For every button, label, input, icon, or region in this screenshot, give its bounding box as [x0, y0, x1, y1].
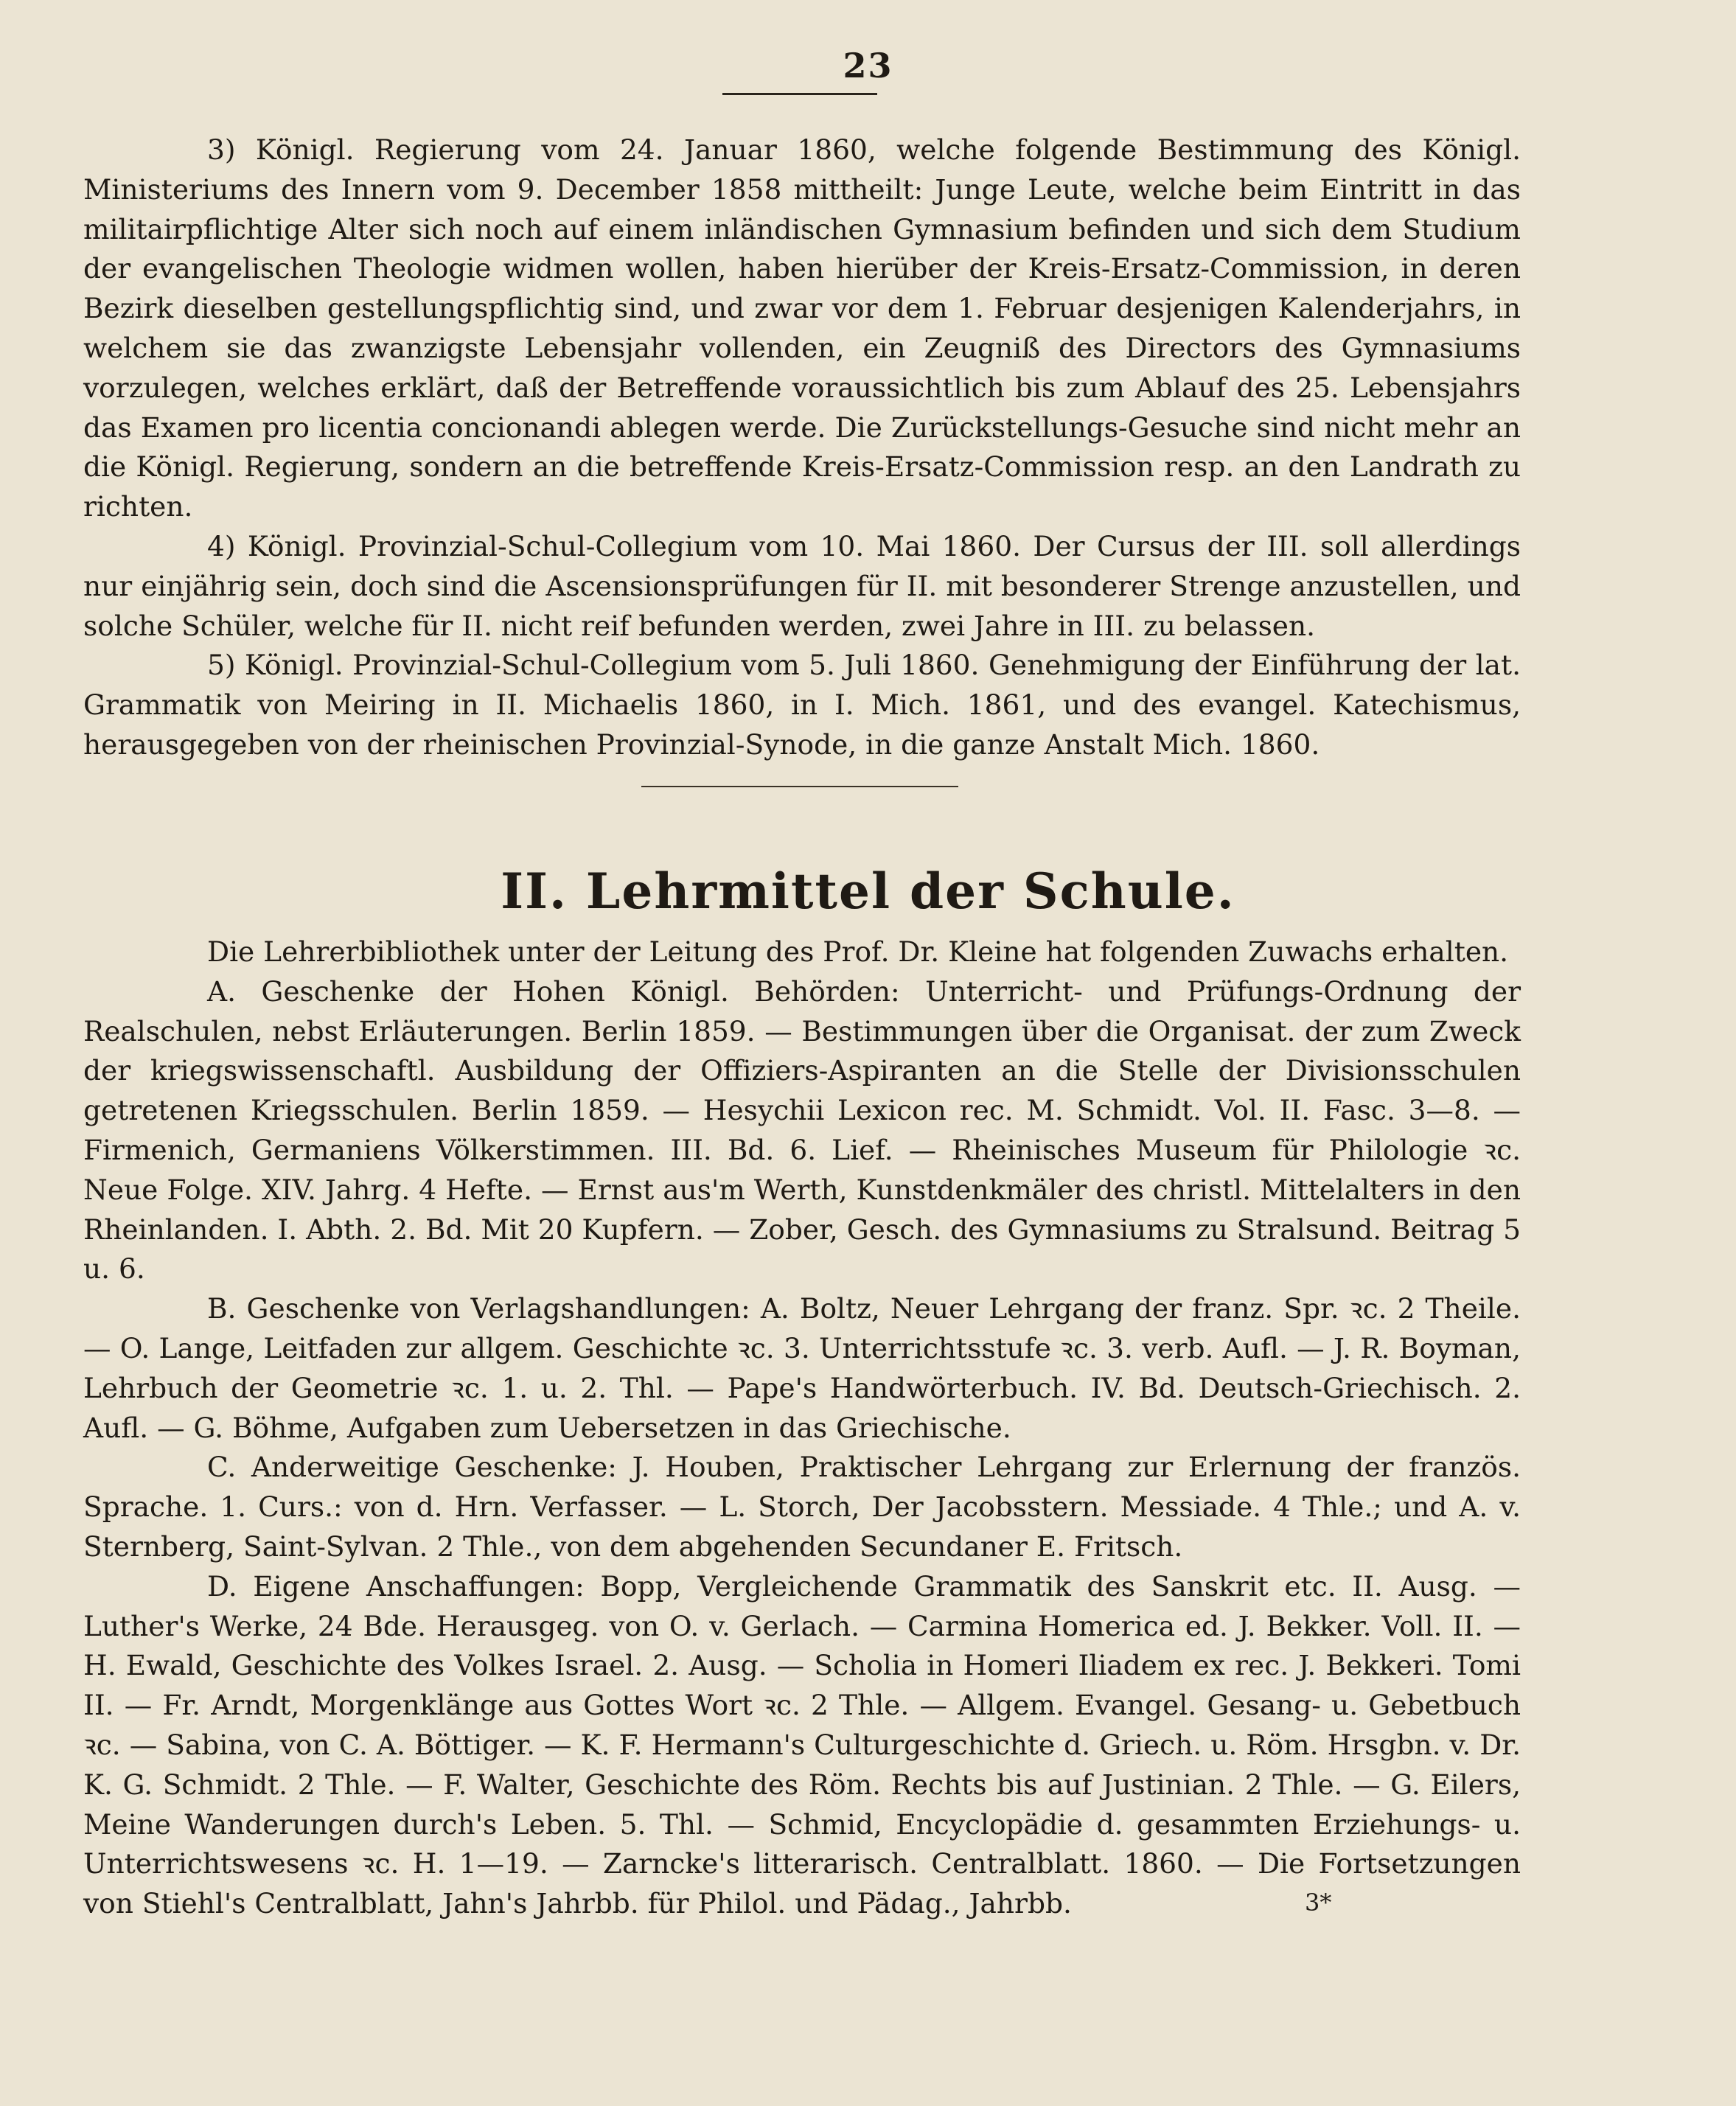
- paragraph-regulation-5: 5) Königl. Provinzial-Schul-Collegium vom 5. Juli 1860. Genehmigung der Einführung der lat. Grammatik von Meiring in II. Michaelis 1860, in I. Mich. 1861, und des evangel. Katechismus, herausgegeben von der rheinischen Provinzial-Synode, in die ganze Anstalt Mich. 1860.: [83, 649, 1521, 761]
- section-divider: [641, 786, 958, 787]
- paragraph-regulation-4: 4) Königl. Provinzial-Schul-Collegium vom 10. Mai 1860. Der Cursus der III. soll allerdings nur einjährig sein, doch sind die Ascensionsprüfungen für II. mit besonderer Strenge anzustellen, und solche Schüler, welche für II. nicht reif befunden werden, zwei Jahre in III. zu belassen.: [83, 529, 1521, 642]
- paragraph-gifts-publishers: B. Geschenke von Verlagshandlungen: A. Boltz, Neuer Lehrgang der franz. Spr. ꝛc. 2 Theile. — O. Lange, Leitfaden zur allgem. Geschichte ꝛc. 3. Unterrichtsstufe ꝛc. 3. verb. Aufl. — J. R. Boyman, Lehrbuch der Geometrie ꝛc. 1. u. 2. Thl. — Pape's Handwörterbuch. IV. Bd. Deutsch-Griechisch. 2. Aufl. — G. Böhme, Aufgaben zum Uebersetzen in das Griechische.: [83, 1292, 1521, 1444]
- paragraph-other-gifts: C. Anderweitige Geschenke: J. Houben, Praktischer Lehrgang zur Erlernung der französ. Sprache. 1. Curs.: von d. Hrn. Verfasser. — L. Storch, Der Jacobsstern. Messiade. 4 Thle.; und A. v. Sternberg, Saint-Sylvan. 2 Thle., von dem abgehenden Secundaner E. Fritsch.: [83, 1451, 1521, 1563]
- paragraph-regulation-3: 3) Königl. Regierung vom 24. Januar 1860, welche folgende Bestimmung des Königl. Ministeriums des Innern vom 9. December 1858 mittheilt: Junge Leute, welche beim Eintritt in das militairpflichtige Alter sich noch auf einem inländischen Gymnasium befinden und sich dem Studium der evangelischen Theologie widmen wollen, haben hierüber der Kreis-Ersatz-Commission, in deren Bezirk dieselben gestellungspflichtig sind, und zwar vor dem 1. Februar desjenigen Kalenderjahrs, in welchem sie das zwanzigste Lebensjahr vollenden, ein Zeugniß des Directors des Gymnasiums vorzulegen, welches erklärt, daß der Betreffende voraussichtlich bis zum Ablauf des 25. Lebensjahrs das Examen pro licentia concionandi ablegen werde. Die Zurückstellungs-Gesuche sind nicht mehr an die Königl. Regierung, sondern an die betreffende Kreis-Ersatz-Commission resp. an den Landrath zu richten.: [83, 133, 1521, 523]
- signature-mark: 3*: [1305, 1889, 1332, 1917]
- header-rule: [722, 93, 877, 95]
- paragraph-intro: Die Lehrerbibliothek unter der Leitung des Prof. Dr. Kleine hat folgenden Zuwachs erhalten.: [207, 935, 1509, 968]
- library-acquisitions: [83, 932, 1521, 1924]
- page-number: 23: [843, 46, 893, 86]
- paragraph-gifts-authorities: A. Geschenke der Hohen Königl. Behörden: Unterricht- und Prüfungs-Ordnung der Realschulen, nebst Erläuterungen. Berlin 1859. — Bestimmungen über die Organisat. der zum Zweck der kriegswissenschaftl. Ausbildung der Offiziers-Aspiranten an die Stelle der Divisionsschulen getretenen Kriegsschulen. Berlin 1859. — Hesychii Lexicon rec. M. Schmidt. Vol. II. Fasc. 3—8. — Firmenich, Germaniens Völkerstimmen. III. Bd. 6. Lief. — Rheinisches Museum für Philologie ꝛc. Neue Folge. XIV. Jahrg. 4 Hefte. — Ernst aus'm Werth, Kunstdenkmäler des christl. Mittelalters in den Rheinlanden. I. Abth. 2. Bd. Mit 20 Kupfern. — Zober, Gesch. des Gymnasiums zu Stralsund. Beitrag 5 u. 6.: [83, 974, 1521, 1286]
- section-heading: II. Lehrmittel der Schule.: [501, 862, 1235, 920]
- paragraph-own-purchases: D. Eigene Anschaffungen: Bopp, Vergleichende Grammatik des Sanskrit etc. II. Ausg. — Luther's Werke, 24 Bde. Herausgeg. von O. v. Gerlach. — Carmina Homerica ed. J. Bekker. Voll. II. — H. Ewald, Geschichte des Volkes Israel. 2. Ausg. — Scholia in Homeri Iliadem ex rec. J. Bekkeri. Tomi II. — Fr. Arndt, Morgenklänge aus Gottes Wort ꝛc. 2 Thle. — Allgem. Evangel. Gesang- u. Gebetbuch ꝛc. — Sabina, von C. A. Böttiger. — K. F. Hermann's Culturgeschichte d. Griech. u. Röm. Hrsgbn. v. Dr. K. G. Schmidt. 2 Thle. — F. Walter, Geschichte des Röm. Rechts bis auf Justinian. 2 Thle. — G. Eilers, Meine Wanderungen durch's Leben. 5. Thl. — Schmid, Encyclopädie d. gesammten Erziehungs- u. Unterrichtswesens ꝛc. H. 1—19. — Zarncke's litterarisch. Centralblatt. 1860. — Die Fortsetzungen von Stiehl's Centralblatt, Jahn's Jahrbb. für Philol. und Pädag., Jahrbb.: [83, 1569, 1521, 1920]
- regulations-list: [83, 130, 1521, 765]
